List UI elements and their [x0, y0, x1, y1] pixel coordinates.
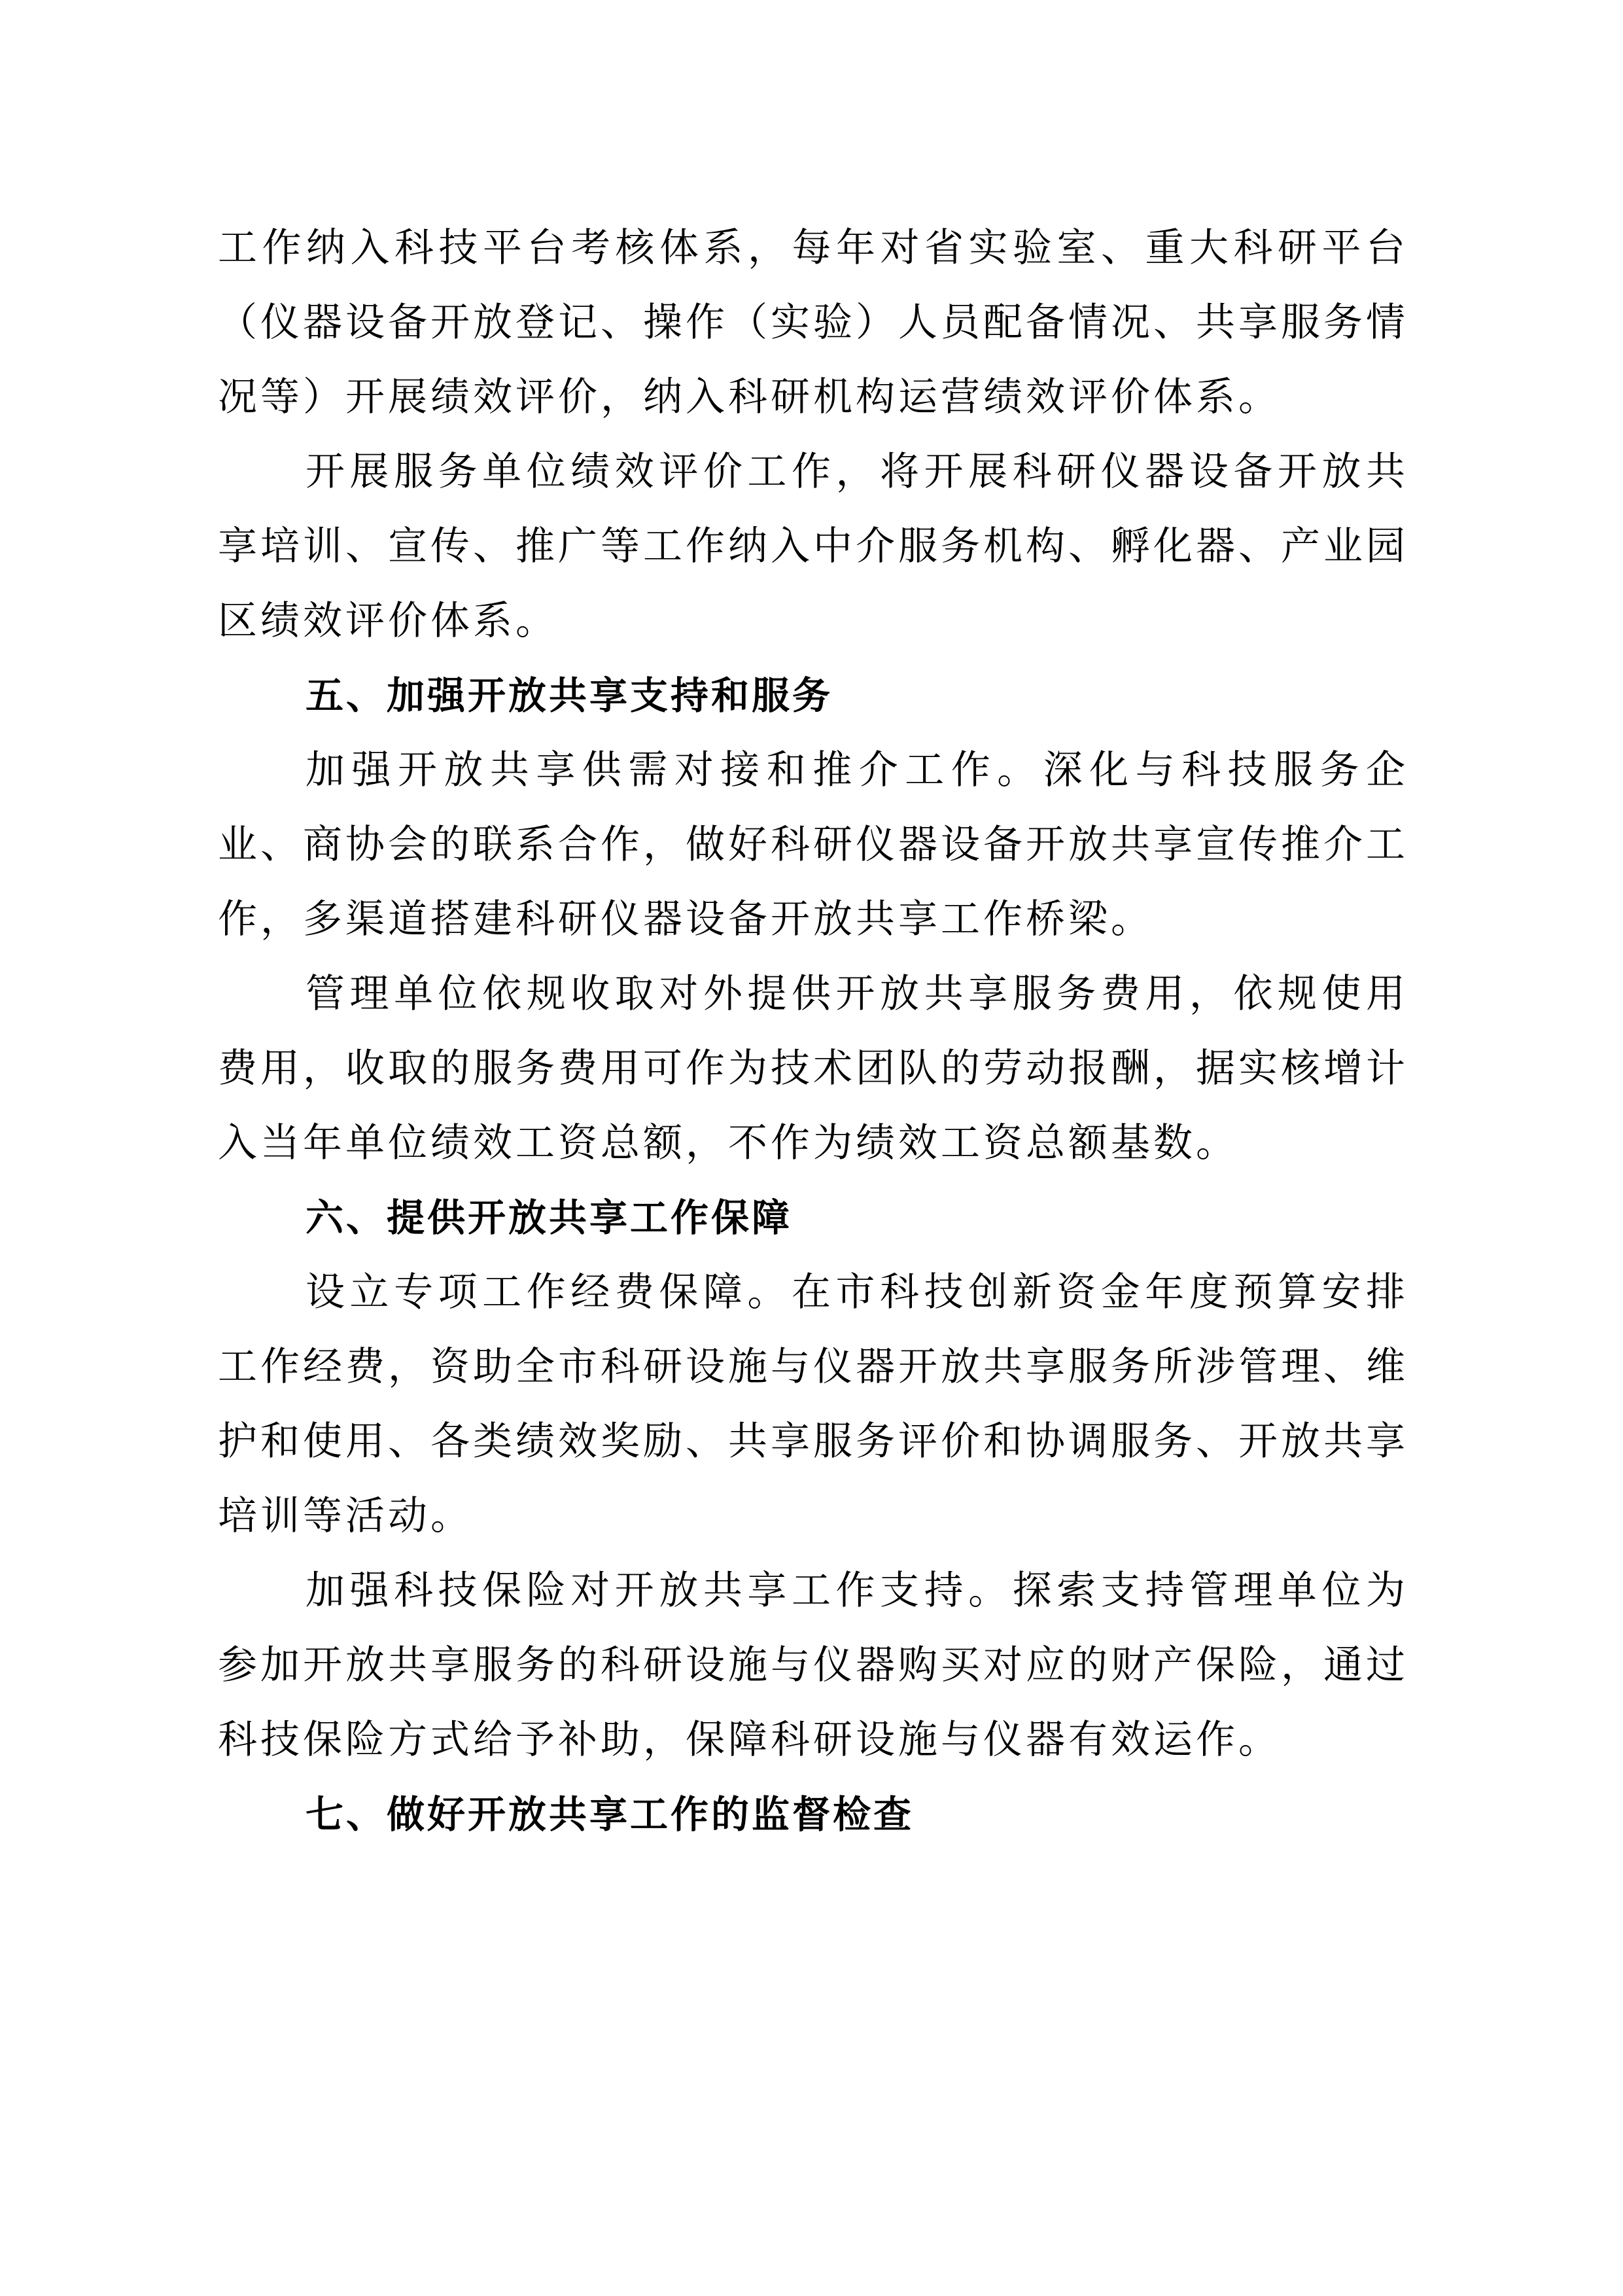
paragraph-service-fees: 管理单位依规收取对外提供开放共享服务费用，依规使用费用，收取的服务费用可作为技术团队的劳动报酬，据实核增计入当年单位绩效工资总额，不作为绩效工资总额基数。: [218, 971, 1408, 1166]
paragraph-tech-insurance: 加强科技保险对开放共享工作支持。探索支持管理单位为参加开放共享服务的科研设施与仪器购买对应的财产保险，通过科技保险方式给予补助，保障科研设施与仪器有效运作。: [218, 1568, 1408, 1763]
paragraph-service-unit-evaluation: 开展服务单位绩效评价工作，将开展科研仪器设备开放共享培训、宣传、推广等工作纳入中介服务机构、孵化器、产业园区绩效评价体系。: [218, 449, 1408, 644]
section-heading-7: 七、做好开放共享工作的监督检查: [305, 1792, 915, 1837]
document-body: [218, 211, 1408, 1852]
paragraph-special-funds: 设立专项工作经费保障。在市科技创新资金年度预算安排工作经费，资助全市科研设施与仪器开放共享服务所涉管理、维护和使用、各类绩效奖励、共享服务评价和协调服务、开放共享培训等活动。: [218, 1269, 1408, 1539]
paragraph-evaluation-system: 工作纳入科技平台考核体系，每年对省实验室、重大科研平台（仪器设备开放登记、操作（实验）人员配备情况、共享服务情况等）开展绩效评价，纳入科研机构运营绩效评价体系。: [218, 225, 1408, 420]
section-heading-5: 五、加强开放共享支持和服务: [305, 673, 833, 718]
section-heading-6: 六、提供开放共享工作保障: [305, 1195, 793, 1240]
paragraph-supply-demand: 加强开放共享供需对接和推介工作。深化与科技服务企业、商协会的联系合作，做好科研仪器设备开放共享宣传推介工作，多渠道搭建科研仪器设备开放共享工作桥梁。: [218, 747, 1408, 942]
